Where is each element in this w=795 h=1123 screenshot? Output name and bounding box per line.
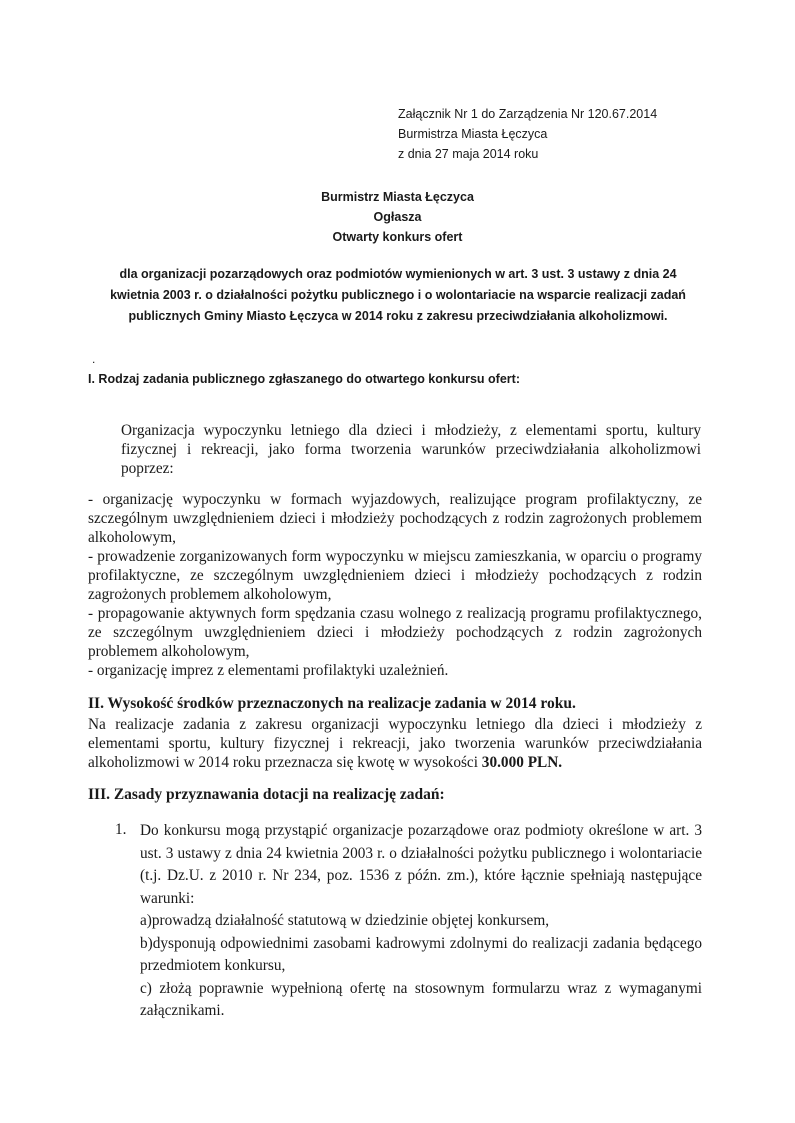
header-line-2: Burmistrza Miasta Łęczyca — [398, 127, 548, 141]
section-2-text: Na realizacje zadania z zakresu organizacji wypoczynku letniego dla dzieci i młodzieży z elementami sportu, kultury fizycznej i rekreacji, jako tworzenia warunków przeciwdziałania alkoholizmowi w 2014 roku przeznacza się kwotę w wysokości — [88, 716, 702, 771]
header-line-3: z dnia 27 maja 2014 roku — [398, 147, 539, 161]
announcement-title — [0, 187, 795, 247]
section-1-paragraph: Organizacja wypoczynku letniego dla dzieci i młodzieży, z elementami sportu, kultury fizycznej i rekreacji, jako forma tworzenia warunków przeciwdziałania alkoholizmowi poprzez: — [121, 422, 701, 477]
section-3-list — [115, 820, 702, 1023]
condition-b: b)dysponują odpowiednimi zasobami kadrowymi zdolnymi do realizacji zadania będącego przedmiotem konkursu, — [140, 934, 702, 974]
title-line-3: Otwarty konkurs ofert — [332, 230, 463, 244]
section-2-paragraph — [88, 715, 702, 772]
list-item-1 — [140, 820, 702, 1023]
intro-line-2: kwietnia 2003 r. o działalności pożytku publicznego i o wolontariacie na wsparcie realizacji zadań — [110, 288, 686, 302]
bullet-item: - organizację wypoczynku w formach wyjazdowych, realizujące program profilaktyczny, ze szczególnym uwzględnieniem dzieci i młodzieży pochodzących z rodzin zagrożonych problemem alkoholowym, — [88, 491, 702, 546]
condition-c: c) złożą poprawnie wypełnioną ofertę na stosownym formularzu wraz z wymaganymi załącznikami. — [140, 979, 702, 1019]
bullet-item: - organizację imprez z elementami profilaktyki uzależnień. — [88, 662, 449, 679]
bullet-item: - propagowanie aktywnych form spędzania czasu wolnego z realizacją programu profilaktycznego, ze szczególnym uwzględnieniem dzieci i młodzieży pochodzących z rodzin zagrożonych problemem alkoholowym, — [88, 605, 702, 660]
intro-line-3: publicznych Gminy Miasto Łęczyca w 2014 roku z zakresu przeciwdziałania alkoholizmowi. — [128, 309, 668, 323]
intro-paragraph — [100, 264, 696, 327]
stray-mark: . — [92, 352, 96, 366]
section-1-heading: I. Rodzaj zadania publicznego zgłaszanego do otwartego konkursu ofert: — [88, 372, 520, 386]
section-1-bullets — [88, 490, 702, 680]
section-2-heading: II. Wysokość środków przeznaczonych na realizacje zadania w 2014 roku. — [88, 695, 576, 712]
header-line-1: Załącznik Nr 1 do Zarządzenia Nr 120.67.2014 — [398, 107, 658, 121]
attachment-header — [398, 104, 657, 164]
intro-line-1: dla organizacji pozarządowych oraz podmiotów wymienionych w art. 3 ust. 3 ustawy z dnia 24 — [119, 267, 677, 281]
title-line-1: Burmistrz Miasta Łęczyca — [321, 190, 474, 204]
bullet-item: - prowadzenie zorganizowanych form wypoczynku w miejscu zamieszkania, w oparciu o programy profilaktyczne, ze szczególnym uwzględnieniem dzieci i młodzieży pochodzących z rodzin zagrożonych problemem alkoholowym, — [88, 548, 702, 603]
section-3-heading: III. Zasady przyznawania dotacji na realizację zadań: — [88, 786, 445, 803]
list-number: 1. — [115, 821, 127, 838]
condition-a: a)prowadzą działalność statutową w dziedzinie objętej konkursem, — [140, 912, 550, 929]
title-line-2: Ogłasza — [373, 210, 422, 224]
list-item-text: Do konkursu mogą przystąpić organizacje pozarządowe oraz podmioty określone w art. 3 ust. 3 ustawy z dnia 24 kwietnia 2003 r. o działalności pożytku publicznego i wolontariacie (t.j. Dz.U. z 2010 r. Nr 234, poz. 1536 z późn. zm.), które łącznie spełniają następujące warunki: — [140, 822, 702, 907]
section-2-amount: 30.000 PLN. — [481, 754, 563, 771]
